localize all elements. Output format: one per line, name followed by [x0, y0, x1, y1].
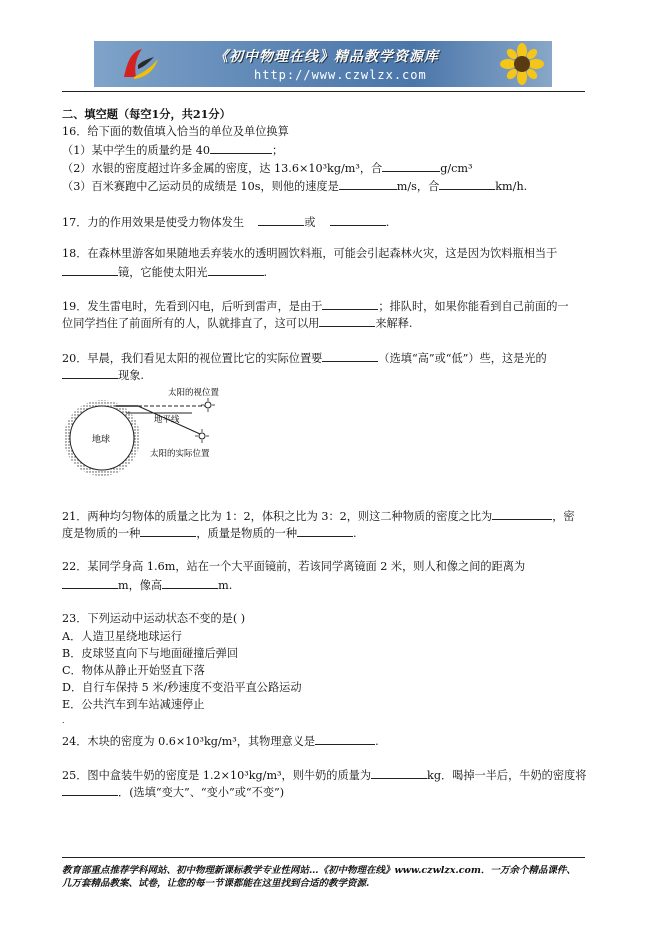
sun-actual-icon	[195, 429, 209, 443]
q24-blank[interactable]	[315, 733, 375, 745]
section-title: 二、填空题（每空1分，共21分）	[62, 107, 231, 121]
q22-blank1[interactable]	[62, 577, 118, 589]
q23-option-a[interactable]: A．人造卫星绕地球运行	[62, 630, 182, 643]
footer-rule	[62, 857, 585, 858]
q20-line1	[62, 350, 547, 366]
q16-part2	[62, 160, 473, 176]
q19-text3: 位同学挡住了前面所有的人，队就排直了，这可以用	[62, 317, 320, 330]
q25-line2	[62, 784, 284, 800]
sunflower-icon	[498, 43, 546, 85]
q21-text2: ，密	[552, 510, 575, 523]
q20-blank2[interactable]	[62, 367, 118, 379]
q17	[62, 214, 389, 230]
q16-p1-text: （1）某中学生的质量约是 40	[62, 144, 210, 157]
q24	[62, 733, 379, 749]
q16-p3-mid: m/s，合	[396, 180, 440, 193]
q24-text: 24．木块的密度为 0.6×10³kg/m³，其物理意义是	[62, 735, 316, 748]
q23-option-c[interactable]: C．物体从静止开始竖直下落	[62, 664, 205, 677]
q24-end: .	[375, 735, 379, 748]
q23-option-b[interactable]: B．皮球竖直向下与地面碰撞后弹回	[62, 647, 239, 660]
q22-end: m.	[218, 579, 233, 592]
header-banner	[94, 41, 552, 87]
q21-blank2[interactable]	[140, 525, 196, 537]
q19-text4: 来解释.	[375, 317, 413, 330]
label-actual-sun: 太阳的实际位置	[150, 449, 210, 459]
q19-line1	[62, 298, 569, 314]
q16-p3-end: km/h.	[495, 180, 528, 193]
q16-p1-end: ；	[271, 144, 284, 157]
q18-line2	[62, 264, 267, 280]
q21-line2	[62, 525, 357, 541]
banner-url[interactable]: http://www.czwlzx.com	[254, 68, 427, 82]
label-apparent-sun: 太阳的视位置	[168, 388, 220, 398]
q18-end: .	[263, 266, 268, 279]
q21-blank3[interactable]	[297, 525, 353, 537]
logo-icon	[120, 47, 160, 81]
q17-end: .	[385, 216, 390, 229]
refraction-figure	[62, 384, 242, 484]
q16-part1	[62, 142, 283, 158]
q22-line2	[62, 577, 232, 593]
q18-text: 镜，它能使太阳光	[118, 266, 208, 279]
q19-line2	[62, 315, 412, 331]
q18-blank1[interactable]	[62, 264, 118, 276]
q17-blank2[interactable]	[330, 214, 386, 226]
banner-title: 《初中物理在线》精品教学资源库	[214, 49, 439, 65]
q22-line1: 22．某同学身高 1.6m，站在一个大平面镜前，若该同学离镜面 2 米，则人和像之间的距离为	[62, 560, 526, 573]
q22-text1: m，像高	[118, 579, 163, 592]
footer-line1: 教育部重点推荐学科网站、初中物理新课标教学专业性网站…《初中物理在线》www.czwlzx.com．一万余个精品课件、	[62, 865, 576, 876]
q21-text4: ，质量是物质的一种	[196, 527, 298, 540]
q19-text1: 19．发生雷电时，先看到闪电，后听到雷声，是由于	[62, 300, 323, 313]
sun-apparent-icon	[201, 398, 215, 412]
q16-p2-text: （2）水银的密度超过许多金属的密度，达 13.6×10³kg/m³，合	[62, 162, 383, 175]
q23-stem: 23．下列运动中运动状态不变的是( )	[62, 612, 246, 625]
q16-p3-text: （3）百米赛跑中乙运动员的成绩是 10s，则他的速度是	[62, 180, 339, 193]
q17-text: 17．力的作用效果是使受力物体发生	[62, 216, 245, 229]
q17-blank1[interactable]	[258, 214, 304, 226]
q20-blank1[interactable]	[322, 350, 378, 362]
q18-blank2[interactable]	[208, 264, 264, 276]
q16-p2-unit: g/cm³	[440, 162, 473, 175]
q20-text1: 20．早晨，我们看见太阳的视位置比它的实际位置要	[62, 352, 323, 365]
q21-text3: 度是物质的一种	[62, 527, 141, 540]
q21-text1: 21．两种均匀物体的质量之比为 1：2，体积之比为 3：2，则这二种物质的密度之比为	[62, 510, 493, 523]
q23-dot: .	[62, 716, 65, 725]
q25-text2: kg．喝掉一半后，牛奶的密度将	[427, 769, 587, 782]
q18-line1: 18．在森林里游客如果随地丢弃装水的透明圆饮料瓶，可能会引起森林火灾，这是因为饮料瓶相当于	[62, 247, 558, 260]
label-horizon: 地平线	[154, 415, 180, 425]
q21-end: .	[353, 527, 357, 540]
footer-line2: 几万套精品教案、试卷，让您的每一节课都能在这里找到合适的教学资源.	[62, 878, 370, 889]
q25-text1: 25．图中盒装牛奶的密度是 1.2×10³kg/m³，则牛奶的质量为	[62, 769, 372, 782]
header-rule	[62, 91, 585, 92]
q20-line2	[62, 367, 144, 383]
q16-blank2[interactable]	[382, 160, 440, 172]
label-earth: 地球	[92, 435, 111, 445]
q25-line1	[62, 767, 586, 783]
q16-part3	[62, 178, 527, 194]
q21-blank1[interactable]	[492, 508, 552, 520]
q16-blank3[interactable]	[339, 178, 397, 190]
q20-text3: 现象.	[118, 369, 144, 382]
q25-blank1[interactable]	[371, 767, 427, 779]
q17-or: 或	[304, 216, 316, 229]
q20-text2: （选填“高”或“低”）些，这是光的	[378, 352, 547, 365]
q25-text3: ．(选填“变大”、“变小”或“不变”)	[118, 786, 285, 799]
q23-option-e[interactable]: E．公共汽车到车站减速停止	[62, 698, 205, 711]
q23-option-d[interactable]: D．自行车保持 5 米/秒速度不变沿平直公路运动	[62, 681, 302, 694]
q19-text2: ；排队时，如果你能看到自己前面的一	[378, 300, 569, 313]
q22-blank2[interactable]	[162, 577, 218, 589]
q16-blank1[interactable]	[210, 142, 272, 154]
q19-blank1[interactable]	[322, 298, 378, 310]
q21-line1	[62, 508, 575, 524]
q16-stem: 16．给下面的数值填入恰当的单位及单位换算	[62, 125, 289, 138]
q16-blank4[interactable]	[439, 178, 495, 190]
q25-blank2[interactable]	[62, 784, 118, 796]
q19-blank2[interactable]	[319, 315, 375, 327]
